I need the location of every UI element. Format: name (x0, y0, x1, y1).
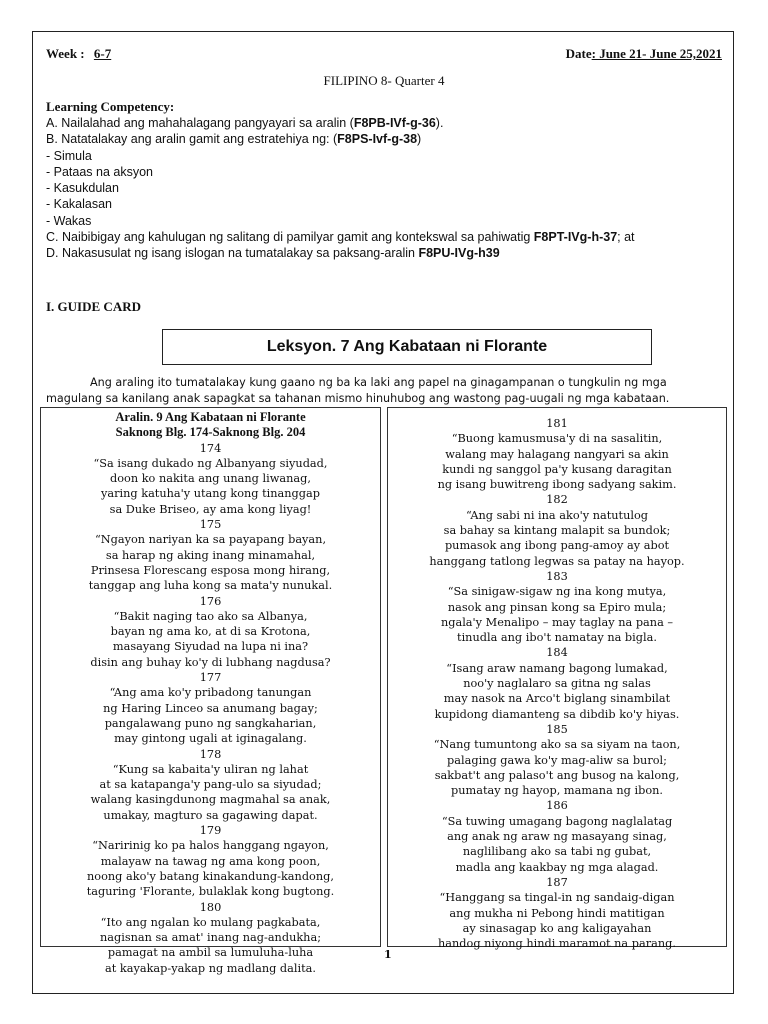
poem-line: “Kung sa kabaita'y uliran ng lahat (112, 762, 309, 776)
poem-line: malayaw na tawag ng ama kong poon, (100, 854, 321, 868)
poem-line: “Ang sabi ni ina ako'y natutulog (466, 508, 648, 522)
poem-line: “Sa isang dukado ng Albanyang siyudad, (93, 456, 328, 470)
subject-title: FILIPINO 8- Quarter 4 (323, 73, 445, 88)
stanza-number: 175 (199, 518, 222, 532)
stanza-number: 179 (199, 824, 222, 838)
poem-line: palaging gawa ko'y mag-aliw sa burol; (447, 753, 667, 767)
saknong-range: Saknong Blg. 174-Saknong Blg. 204 (115, 425, 306, 440)
aralin-heading: Aralin. 9 Ang Kabataan ni Florante (115, 410, 306, 424)
poem-line: “Nang tumuntong ako sa sa siyam na taon, (433, 738, 681, 752)
stanza-number: 176 (199, 594, 222, 608)
left-poem-text (41, 410, 380, 976)
competency-step: - Kakalasan (46, 197, 113, 212)
date-label: Date (565, 46, 592, 61)
date-value: : June 21- June 25,2021 (591, 46, 722, 61)
poem-line: handog niyong hindi maramot na parang. (438, 937, 676, 951)
poem-line: “Sa tuwing umagang bagong naglalatag (441, 814, 673, 828)
poem-line: may nasok na Arco't biglang sinambilat (443, 692, 671, 706)
poem-line: Prinsesa Florescang esposa mong hirang, (90, 563, 331, 577)
poem-line: “Naririnig ko pa halos hanggang ngayon, (92, 839, 329, 853)
competency-c: C. Naibibigay ang kahulugan ng salitang di pamilyar gamit ang kontekswal sa pahiwatig F8PT-IVg-h-37; at (46, 230, 635, 245)
poem-line: ang mukha ni Pebong hindi matitigan (449, 906, 665, 920)
poem-line: pumatay ng hayop, mamana ng ibon. (450, 784, 663, 798)
poem-line: ngala'y Menalipo – may taglay na pana – (440, 615, 674, 629)
poem-line: kundi ng sanggol pa'y kusang daragitan (442, 462, 672, 476)
poem-line: “Hanggang sa tingal-in ng sandaig-digan (439, 891, 675, 905)
poem-line: umakay, magturo sa gagawing dapat. (103, 808, 318, 822)
week-label: Week : (46, 46, 85, 61)
poem-line: ay sinasagap ko ang kaligayahan (462, 921, 652, 935)
poem-line: “Isang araw namang bagong lumakad, (446, 661, 668, 675)
left-poem-box (40, 407, 381, 975)
stanza-number: 178 (199, 747, 222, 761)
stanza-number: 184 (546, 646, 568, 660)
poem-line: nagisnan sa amat' inang nag-andukha; (99, 931, 322, 945)
poem-line: sa Duke Briseo, ay ama kong liyag! (109, 502, 312, 516)
right-poem-text (388, 416, 726, 951)
learning-competency (46, 99, 726, 262)
lesson-title: Leksyon. 7 Ang Kabataan ni Florante (266, 338, 548, 355)
poem-line: nasok ang pinsan kong sa Epiro mula; (447, 600, 667, 614)
competency-d: D. Nakasusulat ng isang islogan na tumatalakay sa paksang-aralin F8PU-IVg-h39 (46, 246, 500, 261)
poem-line: madla ang kaakbay ng mga alagad. (455, 860, 659, 874)
poem-line: “Ang ama ko'y pribadong tanungan (109, 686, 312, 700)
poem-line: may gintong ugali at iginagalang. (114, 732, 307, 746)
week-value: 6-7 (93, 46, 112, 61)
competency-step: - Simula (46, 148, 92, 163)
competency-step: - Pataas na aksyon (46, 164, 154, 179)
poem-line: “Bakit naging tao ako sa Albanya, (113, 609, 308, 623)
stanza-number: 187 (546, 875, 568, 889)
competency-step: - Kasukdulan (46, 181, 119, 196)
poem-line: sakbat't ang palaso't ang busog na kalong, (434, 768, 680, 782)
intro-line: magulang sa kanilang anak sapagkat sa tahanan mismo hinuhubog ang wastong pag-uugali ng mga kabataan. (46, 392, 670, 405)
stanza-number: 181 (546, 417, 568, 430)
stanza-number: 186 (546, 799, 568, 813)
poem-line: “Buong kamusmusa'y di na sasalitin, (451, 432, 663, 446)
poem-line: bayan ng ama ko, at di sa Krotona, (110, 625, 311, 639)
competency-b: B. Natatalakay ang aralin gamit ang estratehiya ng: (F8PS-Ivf-g-38) (46, 132, 422, 147)
stanza-number: 185 (546, 722, 568, 736)
poem-line: noong ako'y batang kinakandung-kandong, (87, 869, 334, 883)
poem-line: ng isang buwitreng ibong sadyang sakim. (437, 478, 677, 492)
poem-line: naglilibang ako sa tabi ng gubat, (462, 845, 652, 859)
poem-line: sa bahay sa kintang malapit sa bundok; (443, 524, 671, 538)
poem-line: hanggang tatlong legwas sa patay na hayop. (429, 554, 685, 568)
poem-line: disin ang buhay ko'y di lubhang nagdusa? (90, 655, 331, 669)
competency-a: A. Nailalahad ang mahahalagang pangyayari sa aralin (F8PB-IVf-g-36). (46, 116, 444, 130)
poem-line: “Ngayon nariyan ka sa payapang bayan, (94, 533, 327, 547)
poem-line: walang kasingdunong magmahal sa anak, (90, 793, 331, 807)
lesson-title-box (162, 329, 652, 365)
lesson-intro (46, 375, 726, 407)
poem-line: tinudla ang ibo't namatay na bigla. (457, 631, 657, 645)
stanza-number: 182 (546, 493, 568, 507)
stanza-number: 174 (199, 441, 222, 455)
poem-line: ang anak ng araw ng masayang sinag, (447, 830, 667, 844)
week-field (46, 46, 111, 62)
poem-line: noo'y naglalaro sa gitna ng salas (463, 677, 651, 691)
poem-line: walang may halagang nangyari sa akin (445, 447, 669, 461)
poem-line: taguring 'Florante, bulaklak kong bugtong. (86, 885, 335, 899)
competency-title: Learning Competency: (46, 99, 175, 114)
poem-line: sa harap ng aking inang minamahal, (105, 548, 316, 562)
page-number: 1 (384, 948, 392, 961)
poem-line: kupidong diamanteng sa dibdib ko'y hiyas. (434, 707, 680, 721)
poem-line: doon ko nakita ang unang liwanag, (110, 472, 311, 486)
stanza-number: 180 (199, 900, 222, 914)
poem-line: tanggap ang luha kong sa mata'y nunukal. (88, 579, 333, 593)
date-field (566, 46, 722, 62)
poem-line: pamagat na ambil sa lumuluha-luha (107, 946, 314, 960)
poem-line: “Sa sinigaw-sigaw ng ina kong mutya, (447, 585, 667, 599)
poem-line: yaring katuha'y utang kong tinanggap (101, 487, 320, 501)
stanza-number: 177 (199, 671, 222, 685)
poem-line: “Ito ang ngalan ko mulang pagkabata, (100, 915, 321, 929)
right-poem-box (387, 407, 727, 951)
poem-line: pangalawang puno ng sangkaharian, (104, 716, 317, 730)
poem-line: at sa katapanga'y pang-ulo sa siyudad; (99, 778, 322, 792)
stanza-number: 183 (546, 569, 568, 583)
poem-line: pumasok ang ibong pang-amoy ay abot (444, 539, 670, 553)
competency-step: - Wakas (46, 213, 92, 228)
poem-line: at kayakap-yakap ng madlang dalita. (105, 961, 316, 975)
intro-line: Ang araling ito tumatalakay kung gaano ng ba ka laki ang papel na ginagampanan o tungkulin ng mga (90, 376, 667, 389)
guide-card-heading: I. GUIDE CARD (46, 299, 141, 314)
poem-line: masayang Siyudad na lupa ni ina? (112, 640, 309, 654)
poem-line: ng Haring Linceo sa anumang bagay; (103, 701, 318, 715)
